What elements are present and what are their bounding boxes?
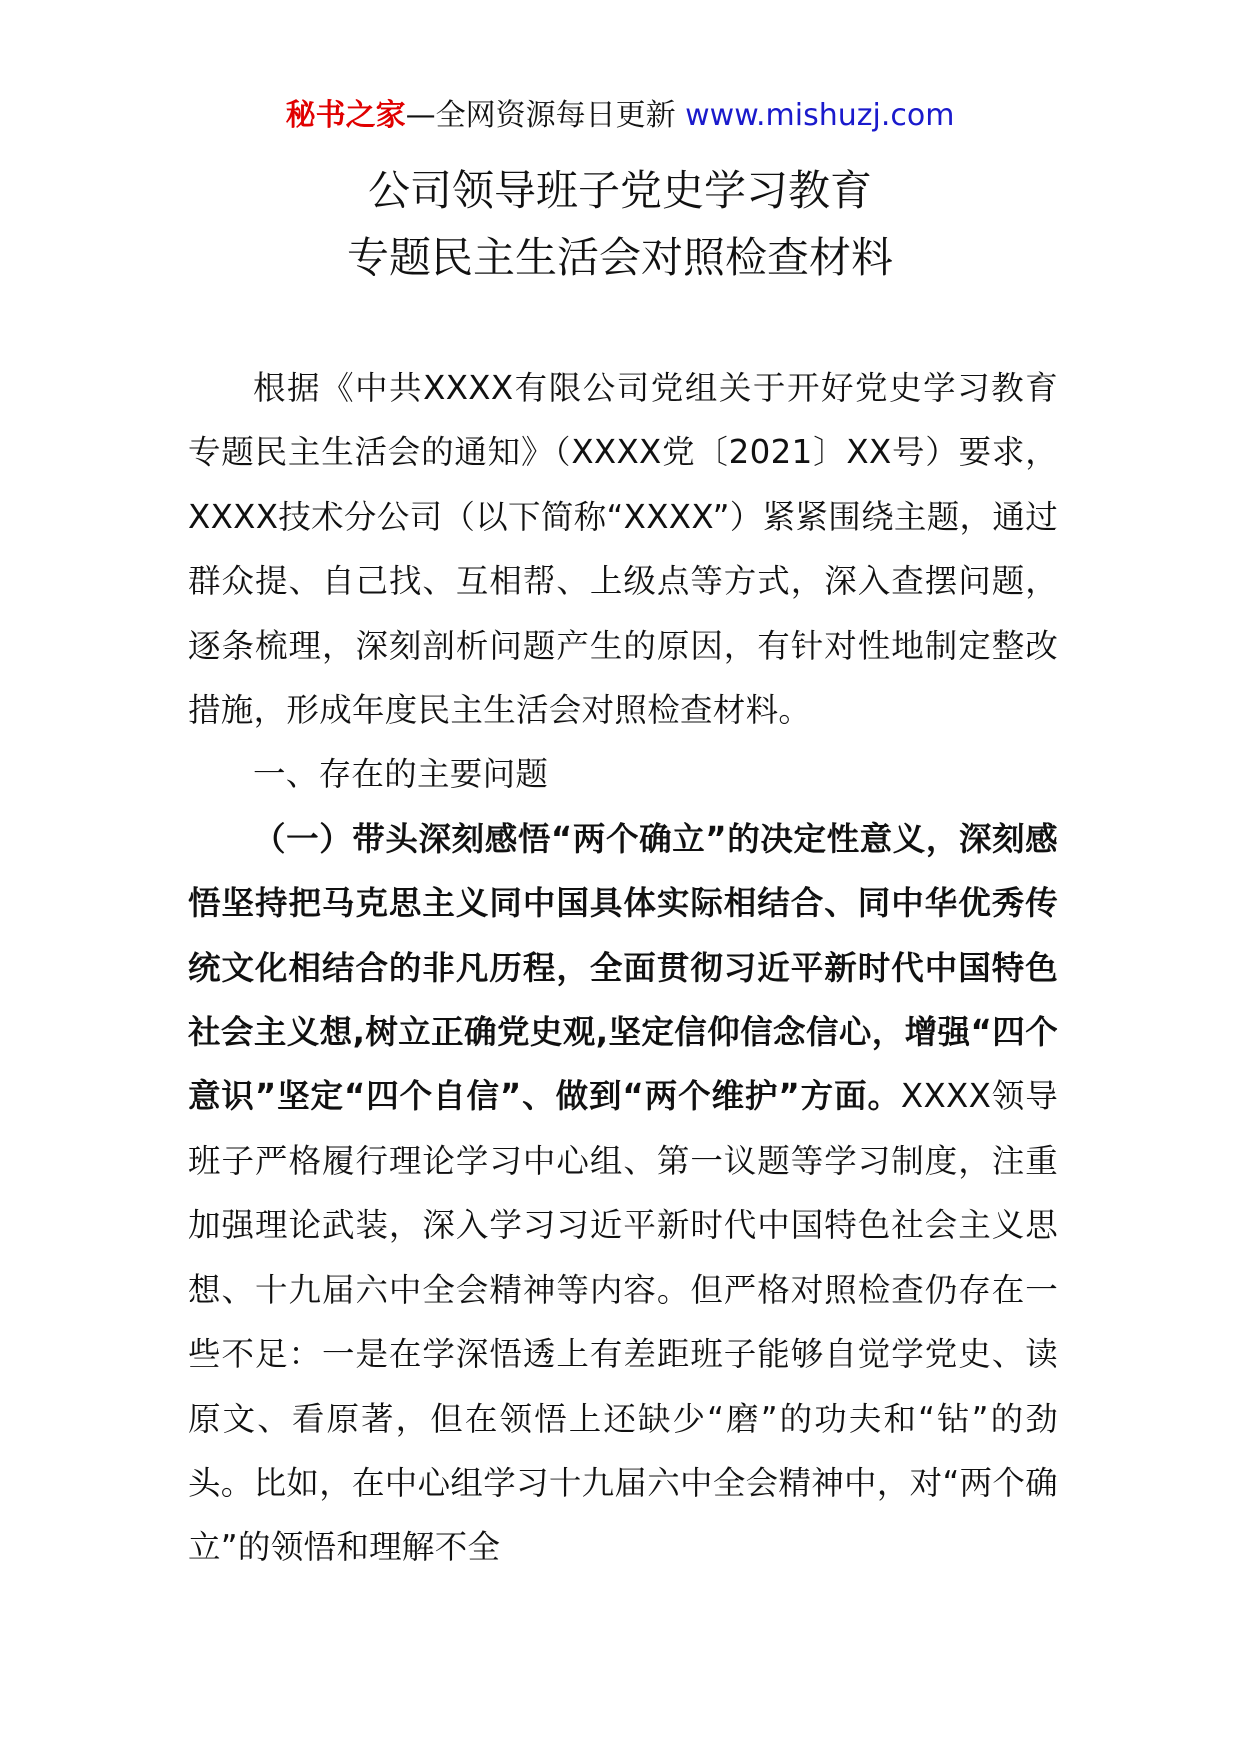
document-body [188,356,1058,1580]
section-heading: 一、存在的主要问题 [253,755,549,794]
document-title-line-2: 专题民主生活会对照检查材料 [346,233,893,282]
subsection-body: XXXX领导班子严格履行理论学习中心组、第一议题等学习制度，注重加强理论武装，深入学习习近平新时代中国特色社会主义思想、十九届六中全会精神等内容。但严格对照检查仍存在一些不足：一是在学深悟透上有差距班子能够自觉学党史、读原文、看原著，但在领悟上还缺少“磨”的功夫和“钻”的劲头。比如，在中心组学习十九届六中全会精神中，对“两个确立”的领悟和理解不全 [188,1077,1058,1567]
intro-paragraph: 根据《中共XXXX有限公司党组关于开好党史学习教育专题民主生活会的通知》（XXXX党〔2021〕XX号）要求，XXXX技术分公司（以下简称“XXXX”）紧紧围绕主题，通过群众提、自己找、互相帮、上级点等方式，深入查摆问题，逐条梳理，深刻剖析问题产生的原因，有针对性地制定整改措施，形成年度民主生活会对照检查材料。 [188,369,1058,730]
document-title-line-1: 公司领导班子党史学习教育 [367,166,872,215]
subsection-paragraph [188,807,1058,1580]
watermark-header [0,96,1240,136]
site-name: 秘书之家 [285,98,406,133]
site-tagline: —全网资源每日更新 [405,98,686,133]
site-url[interactable]: www.mishuzj.com [685,98,955,133]
subsection-heading: （一）带头深刻感悟“两个确立”的决定性意义，深刻感悟坚持把马克思主义同中国具体实际相结合、同中华优秀传统文化相结合的非凡历程，全面贯彻习近平新时代中国特色社会主义想,树立正确党史观,坚定信仰信念信心，增强“四个意识”坚定“四个自信”、做到“两个维护”方面。 [188,819,1058,1116]
